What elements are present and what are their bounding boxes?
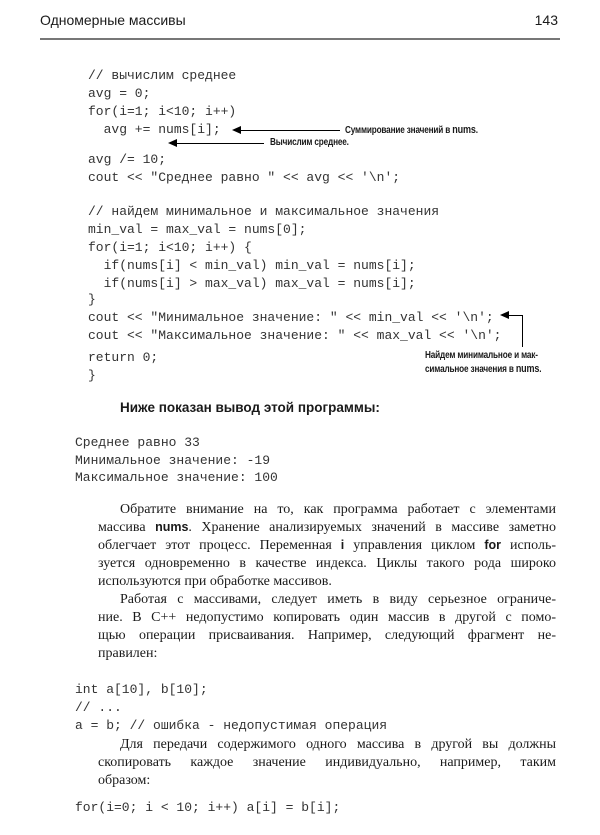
arrow-line	[522, 315, 523, 347]
output-line: Максимальное значение: 100	[75, 470, 278, 485]
running-header-title: Одномерные массивы	[40, 12, 186, 28]
annotation-minmax-2: симальное значения в nums.	[425, 363, 542, 375]
para1-line: используются при обработке массивов.	[98, 574, 332, 589]
intro-text: Ниже показан вывод этой программы:	[120, 400, 380, 415]
code-line: cout << "Среднее равно " << avg << '\n';	[88, 170, 401, 185]
para3-line: скопировать каждое значение индивидуально, например, таким	[98, 755, 556, 770]
para2-line: ние. В С++ недопустимо копировать один массив в другой с помо-	[98, 610, 556, 625]
arrow-line	[238, 130, 340, 131]
code-line: return 0;	[88, 350, 159, 365]
para2-line: Работая с массивами, следует иметь в виду серьезное ограниче-	[120, 592, 556, 607]
code-line: for(i=1; i<10; i++) {	[88, 240, 252, 255]
arrow-line	[174, 143, 264, 144]
output-line: Минимальное значение: -19	[75, 452, 271, 468]
code-line: if(nums[i] > max_val) max_val = nums[i];	[88, 276, 416, 291]
code-copy-loop: for(i=0; i < 10; i++) a[i] = b[i];	[75, 800, 341, 815]
para3-line: Для передачи содержимого одного массива в другой вы должны	[120, 737, 556, 752]
code-line: a = b; // ошибка - недопустимая операция	[75, 718, 388, 733]
para1-line: Обратите внимание на то, как программа работает с элементами	[120, 502, 556, 517]
para2-line: щью операции присваивания. Например, следующий фрагмент не-	[98, 628, 556, 643]
para2-line: правилен:	[98, 646, 158, 661]
code-line: min_val = max_val = nums[0];	[88, 222, 307, 237]
arrow-line	[506, 315, 523, 316]
code-line: // ...	[75, 700, 122, 715]
code-line: avg /= 10;	[88, 152, 167, 167]
code-line: // вычислим среднее	[88, 68, 237, 83]
annotation-avg: Вычислим среднее.	[270, 137, 349, 148]
code-line: int a[10], b[10];	[75, 682, 208, 697]
code-line: avg = 0;	[88, 86, 151, 101]
header-rule	[40, 38, 560, 40]
para1-line: зуется одновременно в качестве индекса. Циклы такого рода широко	[98, 556, 556, 571]
para3-line: образом:	[98, 773, 151, 788]
code-line: }	[88, 292, 96, 307]
code-line: // найдем минимальное и максимальное значения	[88, 204, 440, 219]
para1-line: массива nums. Хранение анализируемых значений в массиве заметно	[98, 520, 556, 535]
code-line: avg += nums[i];	[88, 122, 221, 137]
code-line: }	[88, 368, 96, 383]
annotation-sum: Суммирование значений в nums.	[345, 124, 478, 136]
code-line: cout << "Минимальное значение: " << min_val << '\n';	[88, 310, 494, 325]
code-line: for(i=1; i<10; i++)	[88, 104, 237, 119]
code-line: if(nums[i] < min_val) min_val = nums[i];	[88, 258, 416, 273]
page-number: 143	[534, 12, 558, 28]
para1-line: облегчает этот процесс. Переменная i управления циклом for исполь-	[98, 538, 557, 553]
output-line: Среднее равно 33	[75, 435, 200, 450]
code-line: cout << "Максимальное значение: " << max_val << '\n';	[88, 328, 502, 343]
annotation-minmax: Найдем минимальное и мак-	[425, 350, 538, 361]
